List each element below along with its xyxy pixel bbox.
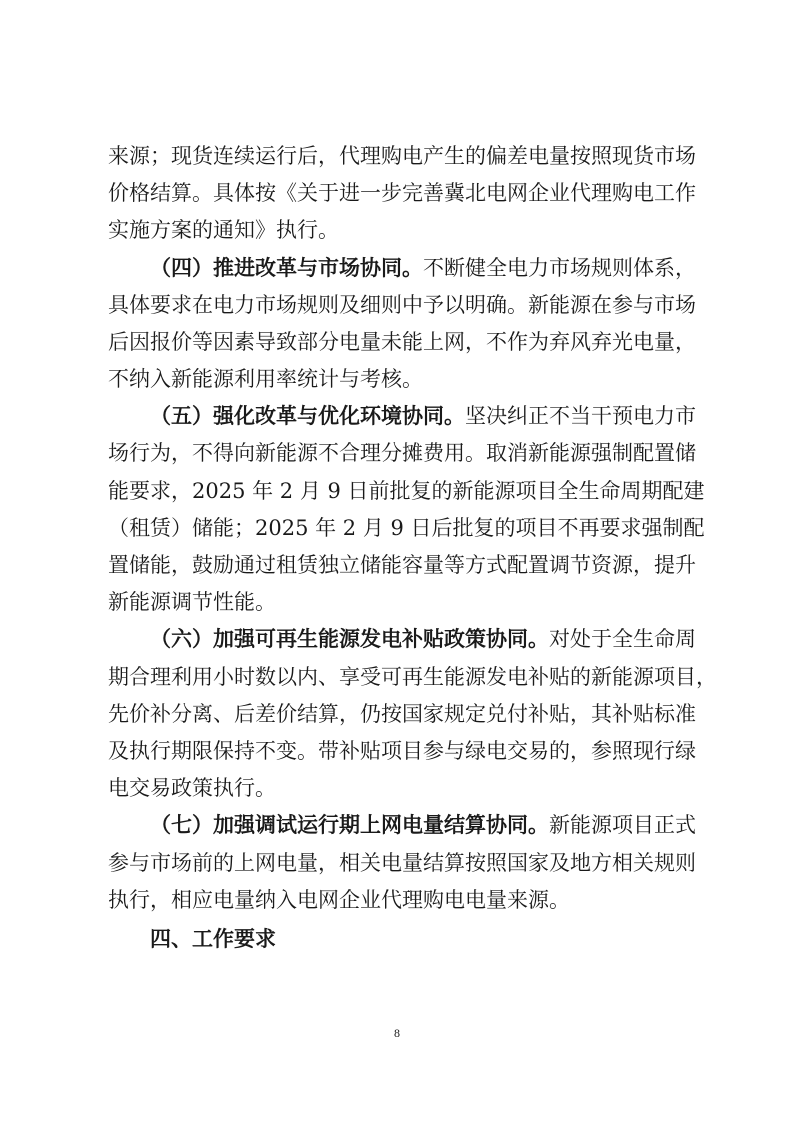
paragraph-line: 参与市场前的上网电量，相关电量结算按照国家及地方相关规则 (108, 851, 696, 875)
paragraph-line: 价格结算。具体按《关于进一步完善冀北电网企业代理购电工作 (108, 181, 696, 205)
section-text: 坚决纠正不当干预电力市 (465, 404, 696, 428)
section-first-line (150, 624, 694, 654)
paragraph-line: 场行为，不得向新能源不合理分摊费用。取消新能源强制配置储 (108, 441, 696, 465)
section-first-line (150, 253, 694, 283)
paragraph-line: 具体要求在电力市场规则及细则中予以明确。新能源在参与市场 (108, 293, 696, 317)
section-first-line (150, 401, 694, 431)
paragraph-line: 电交易政策执行。 (108, 776, 276, 800)
paragraph-line: 不纳入新能源利用率统计与考核。 (108, 367, 423, 391)
paragraph-line: （租赁）储能；2025 年 2 月 9 日后批复的项目不再要求强制配 (108, 516, 705, 540)
paragraph-line: 能要求，2025 年 2 月 9 日前批复的新能源项目全生命周期配建 (108, 479, 705, 503)
paragraph-line: 实施方案的通知》执行。 (108, 218, 339, 242)
section-title: （五）强化改革与优化环境协同。 (150, 403, 465, 428)
section-title: （七）加强调试运行期上网电量结算协同。 (150, 812, 549, 837)
section-text: 不断健全电力市场规则体系， (423, 256, 696, 280)
section-title: （六）加强可再生能源发电补贴政策协同。 (150, 626, 549, 651)
paragraph-line: 期合理利用小时数以内、享受可再生能源发电补贴的新能源项目， (108, 665, 717, 689)
section-text: 对处于全生命周 (549, 627, 696, 651)
paragraph-line: 新能源调节性能。 (108, 590, 276, 614)
paragraph-line: 来源；现货连续运行后，代理购电产生的偏差电量按照现货市场 (108, 144, 696, 168)
paragraph-line: 后因报价等因素导致部分电量未能上网，不作为弃风弃光电量， (108, 330, 696, 354)
paragraph-line: 执行，相应电量纳入电网企业代理购电电量来源。 (108, 888, 570, 912)
paragraph-line: 置储能，鼓励通过租赁独立储能容量等方式配置调节资源，提升 (108, 553, 696, 577)
section-first-line (150, 810, 694, 840)
page-number: 8 (394, 1026, 400, 1040)
paragraph-line: 及执行期限保持不变。带补贴项目参与绿电交易的，参照现行绿 (108, 739, 696, 763)
paragraph-line: 先价补分离、后差价结算，仍按国家规定兑付补贴，其补贴标准 (108, 702, 696, 726)
section-heading: 四、工作要求 (150, 926, 276, 951)
section-text: 新能源项目正式 (549, 813, 696, 837)
section-title: （四）推进改革与市场协同。 (150, 255, 423, 280)
